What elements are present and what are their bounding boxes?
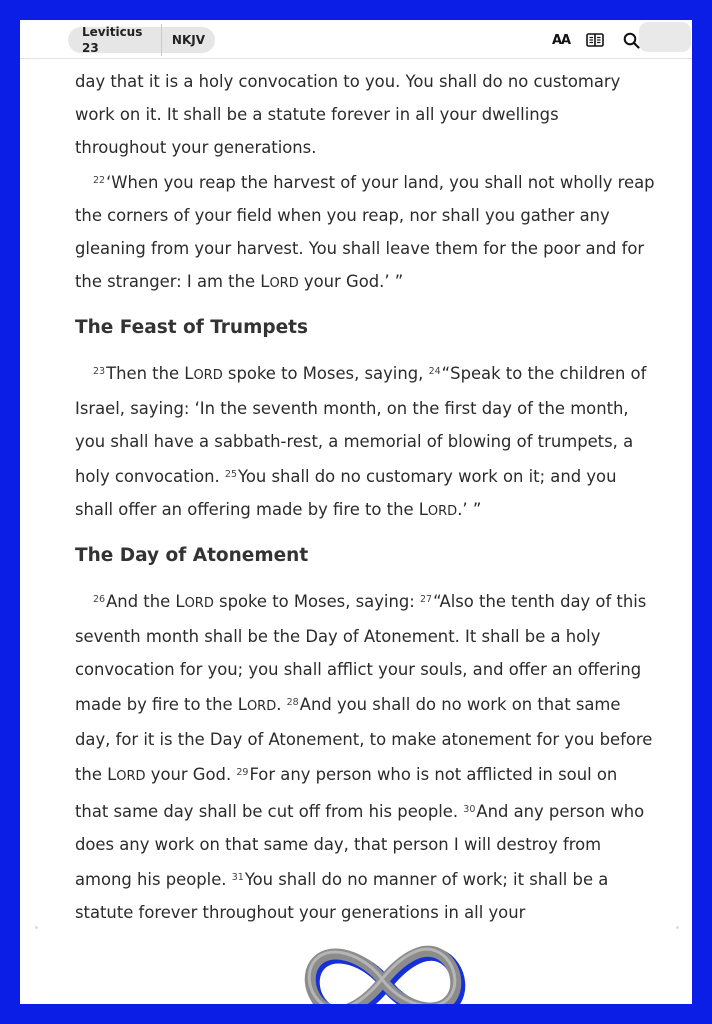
verse-number[interactable]: 26 bbox=[93, 594, 106, 605]
version-button[interactable]: NKJV bbox=[171, 33, 205, 47]
verse-text: .’ ” bbox=[457, 500, 482, 519]
verse-number[interactable]: 24 bbox=[428, 366, 441, 377]
reader-screen bbox=[20, 20, 692, 1004]
verse-text: your God. bbox=[145, 765, 237, 784]
chapter-text bbox=[75, 65, 655, 929]
section-heading: The Day of Atonement bbox=[75, 545, 309, 566]
verse-number[interactable]: 29 bbox=[236, 767, 249, 778]
divine-name: LORD bbox=[175, 592, 214, 611]
verse-text: “Also the tenth day of this seventh month shall be the Day of Atonement. It shall be a holy convocation for you; you shall afflict your souls, and offer an offering made by fire to the bbox=[75, 592, 647, 714]
verse-text: “Speak to the children of Israel, saying: ‘In the seventh month, on the first day of the month, you shall have a sabbath-rest, a memorial of blowing of trumpets, a holy convocation. bbox=[75, 364, 647, 486]
book-icon bbox=[586, 33, 604, 47]
page-edge-marker bbox=[35, 926, 38, 929]
passage-selector[interactable] bbox=[68, 27, 215, 53]
font-settings-button[interactable] bbox=[548, 29, 574, 51]
section-heading: The Feast of Trumpets bbox=[75, 317, 308, 338]
verse-text: your God.’ ” bbox=[298, 272, 404, 291]
verse-number[interactable]: 31 bbox=[231, 872, 244, 883]
verse-text: ‘When you reap the harvest of your land, you shall not wholly reap the corners of your field when you reap, nor shall you gather any gleaning from your harvest. You shall leave them for the poor and for the stranger: I am the bbox=[75, 173, 655, 291]
paragraph bbox=[75, 583, 655, 929]
verse-number[interactable]: 27 bbox=[420, 594, 433, 605]
verse-number[interactable]: 23 bbox=[93, 366, 106, 377]
verse-text: Then the bbox=[106, 364, 185, 383]
verse-number[interactable]: 22 bbox=[93, 175, 106, 186]
search-icon bbox=[623, 32, 640, 49]
divine-name: LORD bbox=[107, 765, 146, 784]
verse-text: day that it is a holy convocation to you. You shall do no customary work on it. It shall be a statute forever in all your dwellings throughout your generations. bbox=[75, 72, 621, 157]
verse-text: spoke to Moses, saying, bbox=[222, 364, 429, 383]
paragraph bbox=[75, 164, 655, 300]
verse-text: You shall do no customary work on it; and you shall offer an offering made by fire to the bbox=[75, 467, 617, 519]
infinity-logo-icon bbox=[298, 937, 468, 1004]
menu-button[interactable] bbox=[639, 22, 691, 52]
paragraph bbox=[75, 65, 655, 164]
verse-number[interactable]: 25 bbox=[224, 469, 238, 480]
verse-text: You shall do no manner of work; it shall be a statute forever throughout your generations in all your bbox=[75, 870, 609, 922]
parallel-view-button[interactable] bbox=[584, 29, 606, 51]
verse-text: And any person who does any work on that same day, that person I will destroy from among his people. bbox=[75, 802, 645, 889]
verse-text: spoke to Moses, saying: bbox=[213, 592, 421, 611]
page-edge-marker bbox=[676, 926, 679, 929]
divine-name: LORD bbox=[418, 500, 458, 519]
font-size-icon: AA bbox=[551, 32, 571, 48]
book-chapter-button[interactable]: Leviticus 23 bbox=[68, 24, 162, 56]
verse-text: For any person who is not afflicted in soul on that same day shall be cut off from his people. bbox=[75, 765, 618, 821]
divine-name: LORD bbox=[184, 364, 223, 383]
top-toolbar bbox=[20, 20, 692, 59]
verse-text: And you shall do no work on that same day, for it is the Day of Atonement, to make atonement for you before the bbox=[75, 695, 653, 784]
paragraph bbox=[75, 355, 655, 528]
verse-text: And the bbox=[106, 592, 176, 611]
verse-number[interactable]: 28 bbox=[286, 697, 299, 708]
verse-text: . bbox=[276, 695, 287, 714]
divine-name: LORD bbox=[260, 272, 299, 291]
verse-number[interactable]: 30 bbox=[463, 804, 476, 815]
divine-name: LORD bbox=[237, 695, 277, 714]
